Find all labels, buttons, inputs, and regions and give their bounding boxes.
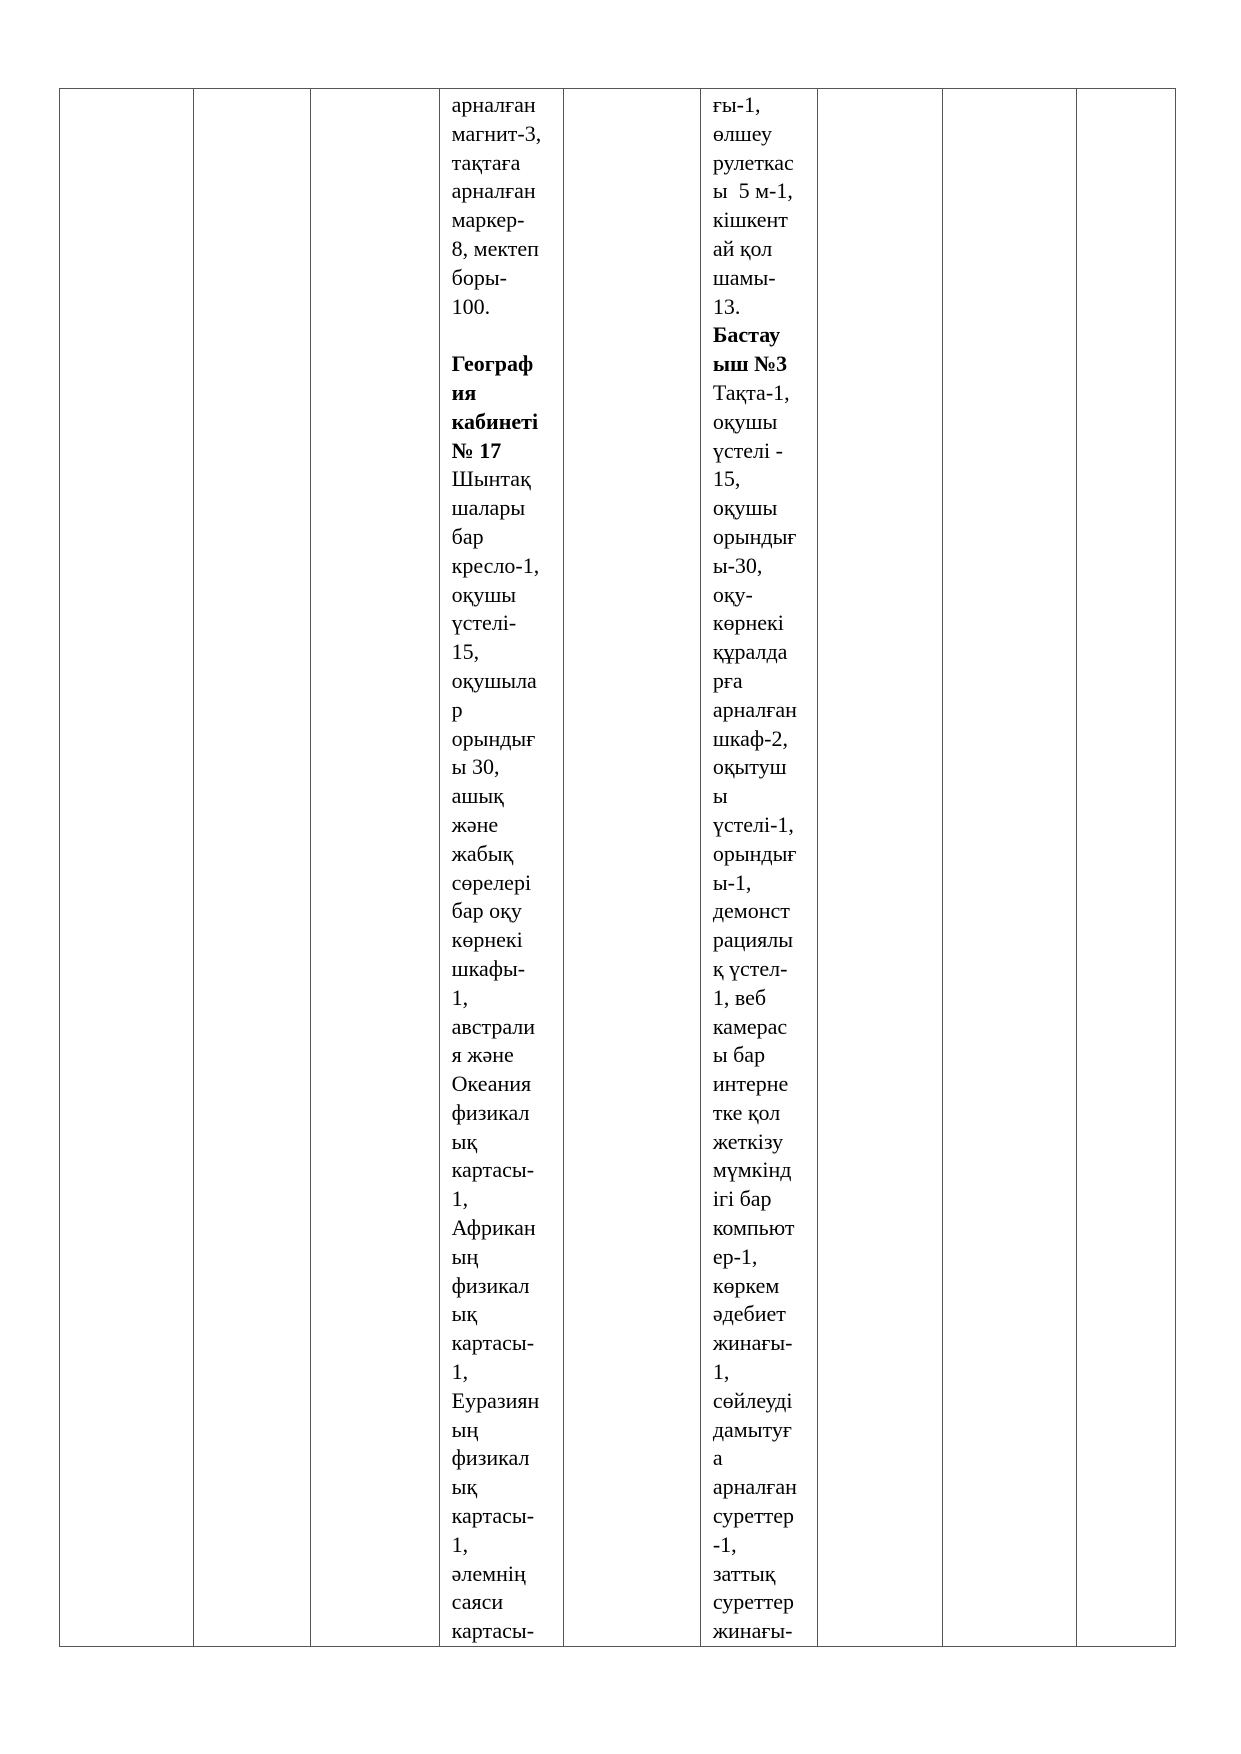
cell-text-line: үстелі-1, bbox=[712, 811, 794, 837]
cell-text-line: Шынтақ bbox=[451, 466, 531, 492]
cell-text-line: Тақта-1, bbox=[712, 379, 790, 405]
cell-text-line: ы-1, bbox=[712, 869, 752, 895]
cell-text-line: ы 30, bbox=[451, 754, 500, 780]
cell-text-line: бар оқу bbox=[451, 898, 522, 924]
cell-text-line: ай қол bbox=[712, 235, 773, 261]
cell-text-line: ық bbox=[451, 1301, 478, 1327]
cell-text-line: жеткізу bbox=[712, 1128, 784, 1154]
cell-text-line: сөрелері bbox=[451, 869, 532, 895]
cell-text-line: рациялы bbox=[712, 927, 794, 953]
cell-text-line: және bbox=[451, 811, 499, 837]
table-cell-col2 bbox=[193, 89, 311, 1647]
table-cell-col6 bbox=[700, 89, 818, 1647]
cell-text-line: Океания bbox=[451, 1071, 532, 1097]
equipment-table bbox=[59, 88, 1176, 1647]
cell-text-line: австрали bbox=[451, 1013, 536, 1039]
cell-text-line: компьют bbox=[712, 1215, 795, 1241]
section-heading-line: кабинеті bbox=[451, 408, 539, 434]
cell-text-line: жабық bbox=[451, 840, 514, 866]
section-heading-line: № 17 bbox=[451, 437, 502, 463]
section-heading-line: ыш №3 bbox=[712, 351, 788, 377]
cell-text-line: орындығ bbox=[712, 840, 797, 866]
cell-text-line: 1, bbox=[712, 1359, 730, 1385]
cell-text-line: 1, bbox=[451, 984, 469, 1010]
cell-text-line: жинағы- bbox=[712, 1618, 793, 1644]
cell-text-line: 15, bbox=[451, 639, 480, 665]
cell-text-line: 15, bbox=[712, 466, 741, 492]
table-cell-col9 bbox=[1077, 89, 1176, 1647]
cell-text-col4 bbox=[440, 89, 564, 1646]
cell-text-line: ы 5 м-1, bbox=[712, 178, 793, 204]
section-heading-line: Географ bbox=[451, 351, 534, 377]
cell-text-line: 1, bbox=[451, 1359, 469, 1385]
cell-text-line: физикал bbox=[451, 1099, 530, 1125]
cell-text-line: өлшеу bbox=[712, 120, 772, 146]
cell-text-line: рулеткас bbox=[712, 149, 794, 175]
cell-text-line: ық bbox=[451, 1474, 478, 1500]
cell-text-line: оқушы bbox=[712, 408, 778, 434]
cell-text-line: ы bbox=[712, 783, 728, 809]
cell-text-line: сөйлеуді bbox=[712, 1387, 793, 1413]
cell-text-line: 1, bbox=[451, 1531, 469, 1557]
cell-text-line: физикал bbox=[451, 1445, 530, 1471]
cell-text-line: көркем bbox=[712, 1272, 780, 1298]
cell-text-line: үстелі - bbox=[712, 437, 783, 463]
cell-text-line: ы бар bbox=[712, 1042, 766, 1068]
cell-text-line: кішкент bbox=[712, 207, 788, 233]
cell-text-line bbox=[452, 321, 564, 350]
cell-text-line: оқу- bbox=[712, 581, 753, 607]
table-cell-col5 bbox=[564, 89, 701, 1647]
section-heading-line: Бастау bbox=[712, 322, 781, 348]
cell-text-line: құралда bbox=[712, 639, 788, 665]
cell-text-line: мүмкінд bbox=[712, 1157, 792, 1183]
cell-text-line: шамы- bbox=[712, 264, 776, 290]
cell-text-line: ың bbox=[451, 1416, 479, 1442]
cell-text-line: картасы- bbox=[451, 1330, 535, 1356]
cell-text-col6 bbox=[701, 89, 818, 1646]
table-cell-col3 bbox=[311, 89, 440, 1647]
cell-text-line: оқушы bbox=[712, 495, 778, 521]
cell-text-line: суреттер bbox=[712, 1589, 795, 1615]
cell-text-line: тке қол bbox=[712, 1099, 781, 1125]
cell-text-line: Еуразиян bbox=[451, 1387, 540, 1413]
cell-text-line: дамытуғ bbox=[712, 1416, 792, 1442]
cell-text-line: интерне bbox=[712, 1071, 789, 1097]
cell-text-line: камерас bbox=[712, 1013, 788, 1039]
cell-text-line: көрнекі bbox=[451, 927, 523, 953]
cell-text-line: 13. bbox=[712, 293, 741, 319]
cell-text-line: орындығ bbox=[712, 523, 797, 549]
cell-text-line: ы-30, bbox=[712, 552, 763, 578]
cell-text-line: шкафы- bbox=[451, 955, 526, 981]
cell-text-line: жинағы- bbox=[712, 1330, 793, 1356]
cell-text-line: боры- bbox=[451, 264, 507, 290]
cell-text-line: орындығ bbox=[451, 725, 536, 751]
cell-text-line: оқушыла bbox=[451, 667, 537, 693]
cell-text-line: тақтаға bbox=[451, 149, 521, 175]
cell-text-line: демонст bbox=[712, 898, 790, 924]
cell-text-line: арналған bbox=[451, 178, 536, 204]
cell-text-line: я және bbox=[451, 1042, 514, 1068]
cell-text-line: саяси bbox=[451, 1589, 504, 1615]
table-cell-col1 bbox=[60, 89, 194, 1647]
table-row bbox=[60, 89, 1176, 1647]
cell-text-line: рға bbox=[712, 667, 743, 693]
cell-text-line: әдебиет bbox=[712, 1301, 786, 1327]
cell-text-line: картасы- bbox=[451, 1503, 535, 1529]
cell-text-line: ігі бар bbox=[712, 1186, 772, 1212]
cell-text-line: арналған bbox=[712, 1474, 797, 1500]
table-cell-col7 bbox=[818, 89, 943, 1647]
cell-text-line: суреттер bbox=[712, 1503, 795, 1529]
cell-text-line: қ үстел- bbox=[712, 955, 788, 981]
cell-text-line: заттық bbox=[712, 1560, 776, 1586]
cell-text-line: р bbox=[451, 696, 463, 722]
cell-text-line: ер-1, bbox=[712, 1243, 758, 1269]
cell-text-line: 100. bbox=[451, 293, 491, 319]
cell-text-line: кресло-1, bbox=[451, 552, 540, 578]
cell-text-line: үстелі- bbox=[451, 610, 517, 636]
cell-text-line: арналған bbox=[451, 92, 536, 117]
cell-text-line: ашық bbox=[451, 783, 504, 809]
cell-text-line: ғы-1, bbox=[712, 92, 761, 117]
cell-text-line: картасы- bbox=[451, 1157, 535, 1183]
table-cell-col8 bbox=[942, 89, 1077, 1647]
cell-text-line: шалары bbox=[451, 495, 526, 521]
cell-text-line: 1, веб bbox=[712, 984, 767, 1010]
cell-text-line: а bbox=[712, 1445, 723, 1471]
cell-text-line: шкаф-2, bbox=[712, 725, 788, 751]
table-cell-col4 bbox=[439, 89, 564, 1647]
cell-text-line: әлемнің bbox=[451, 1560, 526, 1586]
cell-text-line: оқушы bbox=[451, 581, 517, 607]
cell-text-line: оқытуш bbox=[712, 754, 787, 780]
cell-text-line: бар bbox=[451, 523, 484, 549]
cell-text-line: картасы- bbox=[451, 1618, 535, 1644]
cell-text-line: магнит-3, bbox=[451, 120, 542, 146]
cell-text-line: 8, мектеп bbox=[451, 235, 539, 261]
cell-text-line: көрнекі bbox=[712, 610, 784, 636]
cell-text-line: -1, bbox=[712, 1531, 737, 1557]
cell-text-line: 1, bbox=[451, 1186, 469, 1212]
cell-text-line: ық bbox=[451, 1128, 478, 1154]
cell-text-line: Африкан bbox=[451, 1215, 536, 1241]
section-heading-line: ия bbox=[451, 379, 477, 405]
cell-text-line: физикал bbox=[451, 1272, 530, 1298]
cell-text-line: арналған bbox=[712, 696, 797, 722]
cell-text-line: маркер- bbox=[451, 207, 525, 233]
cell-text-line: ың bbox=[451, 1243, 479, 1269]
